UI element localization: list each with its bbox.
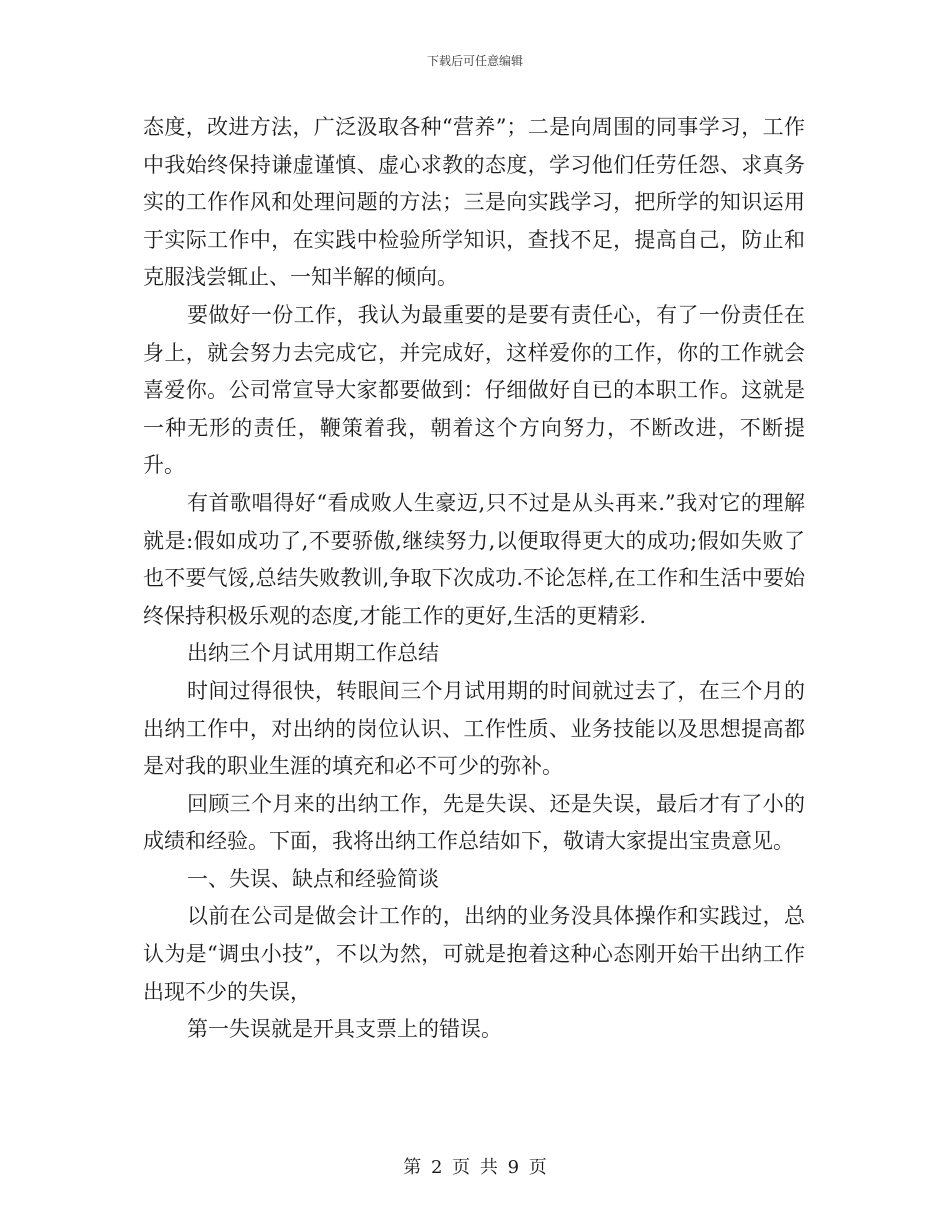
paragraph-5: 回顾三个月来的出纳工作，先是失误、还是失误，最后才有了小的成绩和经验。下面，我将出纳工作总结如下，敬请大家提出宝贵意见。 [143, 791, 805, 854]
paragraph-7: 第一失误就是开具支票上的错误。 [187, 1017, 502, 1042]
paragraph-3: 有首歌唱得好“看成败人生豪迈,只不过是从头再来.”我对它的理解就是:假如成功了,不要骄傲,继续努力,以便取得更大的成功;假如失败了也不要气馁,总结失败教训,争取下次成功.不论怎样,在工作和生活中要始终保持积极乐观的态度,才能工作的更好,生活的更精彩. [143, 490, 805, 628]
document-body [143, 109, 805, 1049]
paragraph-2: 要做好一份工作，我认为最重要的是要有责任心，有了一份责任在身上，就会努力去完成它，并完成好，这样爱你的工作，你的工作就会喜爱你。公司常宣导大家都要做到：仔细做好自已的本职工作。这就是一种无形的责任，鞭策着我，朝着这个方向努力，不断改进，不断提升。 [143, 302, 805, 478]
page-header-note: 下载后可任意编辑 [426, 54, 523, 68]
subsection-heading: 一、失误、缺点和经验简谈 [187, 866, 439, 891]
page-number: 第 2 页 共 9 页 [403, 1157, 547, 1178]
section-title: 出纳三个月试用期工作总结 [187, 641, 439, 666]
paragraph-4: 时间过得很快，转眼间三个月试用期的时间就过去了，在三个月的出纳工作中，对出纳的岗位认识、工作性质、业务技能以及思想提高都是对我的职业生涯的填充和必不可少的弥补。 [143, 678, 805, 779]
paragraph-6: 以前在公司是做会计工作的，出纳的业务没具体操作和实践过，总认为是“调虫小技”，不以为然，可就是抱着这种心态刚开始干出纳工作出现不少的失误， [143, 904, 805, 1004]
paragraph-1: 态度，改进方法，广泛汲取各种“营养”；二是向周围的同事学习，工作中我始终保持谦虚谨慎、虚心求教的态度，学习他们任劳任怨、求真务实的工作作风和处理问题的方法；三是向实践学习，把所学的知识运用于实际工作中，在实践中检验所学知识，查找不足，提高自己，防止和克服浅尝辄止、一知半解的倾向。 [143, 115, 805, 290]
